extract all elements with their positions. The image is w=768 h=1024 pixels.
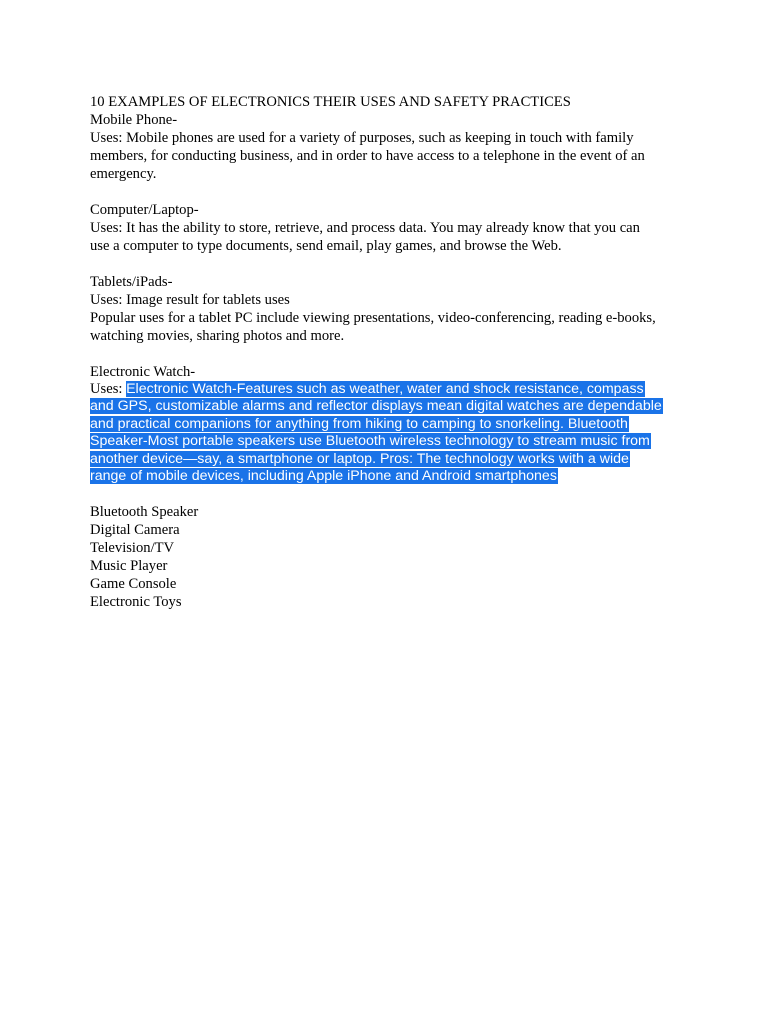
paragraph-line: Popular uses for a tablet PC include viewing presentations, video-conferencing, reading e-books, <box>90 310 656 326</box>
selected-text[interactable]: and GPS, customizable alarms and reflector displays mean digital watches are dependable <box>90 398 662 415</box>
selected-text-line <box>90 433 690 450</box>
paragraph-line: emergency. <box>90 166 157 182</box>
uses-prefix: Uses: <box>90 381 127 397</box>
selected-text-line <box>90 416 690 433</box>
paragraph-line: members, for conducting business, and in order to have access to a telephone in the event of an <box>90 148 645 164</box>
list-item: Television/TV <box>90 540 175 557</box>
selected-text-line <box>90 398 690 415</box>
list-item: Bluetooth Speaker <box>90 504 199 521</box>
selected-text-line <box>90 468 690 485</box>
selected-text-line <box>90 451 690 468</box>
selected-text[interactable]: range of mobile devices, including Apple iPhone and Android smartphones <box>90 467 557 484</box>
selected-text[interactable]: Electronic Watch-Features such as weather, water and shock resistance, compass <box>126 381 644 397</box>
list-item: Digital Camera <box>90 522 180 539</box>
paragraph-line: Uses: Image result for tablets uses <box>90 292 290 308</box>
document-body[interactable] <box>90 93 690 611</box>
blank-line <box>90 255 690 273</box>
list-item: Game Console <box>90 576 177 593</box>
selected-text-line <box>90 381 690 398</box>
blank-line <box>90 183 690 201</box>
paragraph-line: Uses: It has the ability to store, retrieve, and process data. You may already know that you can <box>90 220 640 236</box>
paragraph-line: Uses: Mobile phones are used for a variety of purposes, such as keeping in touch with family <box>90 130 634 146</box>
paragraph-line: use a computer to type documents, send email, play games, and browse the Web. <box>90 238 562 254</box>
document-title: 10 EXAMPLES OF ELECTRONICS THEIR USES AND SAFETY PRACTICES <box>90 94 571 110</box>
list-item: Electronic Toys <box>90 594 182 611</box>
section-heading-computer-laptop: Computer/Laptop- <box>90 202 199 218</box>
section-heading-tablets-ipads: Tablets/iPads- <box>90 274 173 290</box>
blank-line <box>90 345 690 363</box>
paragraph-line: watching movies, sharing photos and more. <box>90 328 345 344</box>
blank-line <box>90 485 690 503</box>
list-item: Music Player <box>90 558 168 575</box>
selected-text[interactable]: Speaker-Most portable speakers use Bluetooth wireless technology to stream music from <box>90 433 650 450</box>
selected-text[interactable]: another device—say, a smartphone or laptop. Pros: The technology works with a wide <box>90 450 629 467</box>
selected-text[interactable]: and practical companions for anything from hiking to camping to snorkeling. Bluetooth <box>90 415 628 432</box>
section-heading-electronic-watch: Electronic Watch- <box>90 364 196 380</box>
section-heading-mobile-phone: Mobile Phone- <box>90 112 178 128</box>
